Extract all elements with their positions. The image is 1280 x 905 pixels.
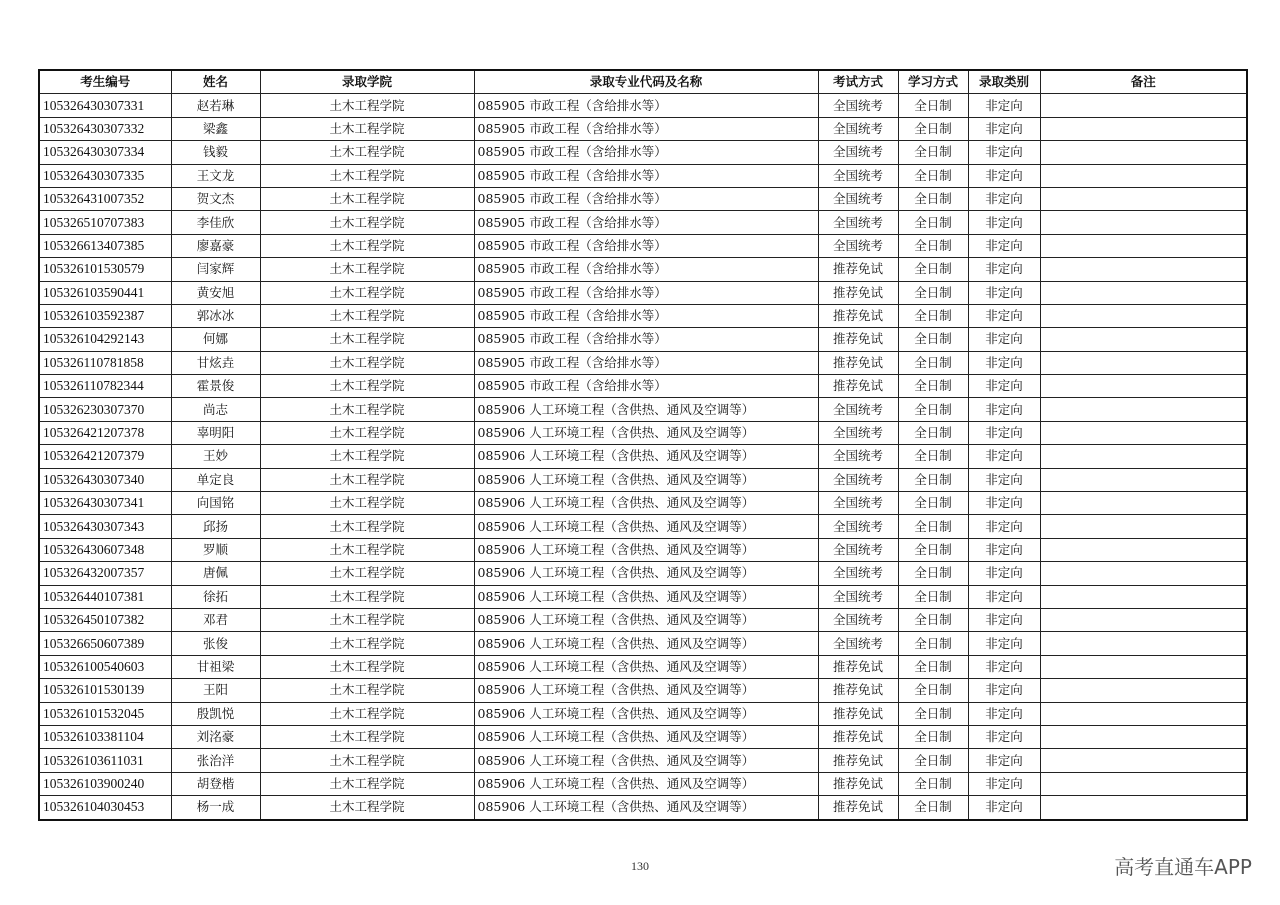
admission-type-cell: 非定向 (968, 94, 1040, 117)
admission-type-cell: 非定向 (968, 211, 1040, 234)
remarks-cell (1040, 679, 1247, 702)
remarks-cell (1040, 94, 1247, 117)
remarks-cell (1040, 328, 1247, 351)
table-header-row (39, 70, 1247, 94)
candidate-id-cell: 105326431007352 (39, 187, 171, 210)
exam-mode-cell: 推荐免试 (818, 655, 898, 678)
candidate-id-cell: 105326101532045 (39, 702, 171, 725)
remarks-cell (1040, 375, 1247, 398)
remarks-cell (1040, 468, 1247, 491)
exam-mode-cell: 全国统考 (818, 538, 898, 561)
table-row (39, 375, 1247, 398)
study-mode-cell: 全日制 (898, 468, 968, 491)
study-mode-cell: 全日制 (898, 117, 968, 140)
table-row (39, 702, 1247, 725)
remarks-cell (1040, 515, 1247, 538)
candidate-id-cell: 105326103900240 (39, 772, 171, 795)
exam-mode-cell: 推荐免试 (818, 679, 898, 702)
table-row (39, 492, 1247, 515)
table-row (39, 608, 1247, 631)
exam-mode-cell: 推荐免试 (818, 796, 898, 820)
name-cell: 王阳 (171, 679, 260, 702)
college-cell: 土木工程学院 (260, 398, 474, 421)
remarks-cell (1040, 585, 1247, 608)
table-row (39, 398, 1247, 421)
admission-type-cell: 非定向 (968, 304, 1040, 327)
exam-mode-cell: 全国统考 (818, 211, 898, 234)
major-cell: 085906 人工环境工程（含供热、通风及空调等） (474, 608, 818, 631)
major-cell: 085906 人工环境工程（含供热、通风及空调等） (474, 679, 818, 702)
college-cell: 土木工程学院 (260, 749, 474, 772)
table-row (39, 515, 1247, 538)
table-row (39, 772, 1247, 795)
exam-mode-cell: 推荐免试 (818, 328, 898, 351)
college-cell: 土木工程学院 (260, 468, 474, 491)
candidate-id-cell: 105326450107382 (39, 608, 171, 631)
name-cell: 邱扬 (171, 515, 260, 538)
major-cell: 085906 人工环境工程（含供热、通风及空调等） (474, 749, 818, 772)
table-row (39, 796, 1247, 820)
name-cell: 何娜 (171, 328, 260, 351)
major-cell: 085905 市政工程（含给排水等） (474, 211, 818, 234)
name-cell: 单定良 (171, 468, 260, 491)
exam-mode-cell: 推荐免试 (818, 258, 898, 281)
exam-mode-cell: 推荐免试 (818, 304, 898, 327)
candidate-id-cell: 105326103590441 (39, 281, 171, 304)
study-mode-cell: 全日制 (898, 445, 968, 468)
study-mode-cell: 全日制 (898, 211, 968, 234)
header-candidate-id: 考生编号 (39, 70, 171, 94)
exam-mode-cell: 全国统考 (818, 164, 898, 187)
major-cell: 085905 市政工程（含给排水等） (474, 375, 818, 398)
table-row (39, 234, 1247, 257)
table-row (39, 421, 1247, 444)
table-row (39, 164, 1247, 187)
college-cell: 土木工程学院 (260, 772, 474, 795)
study-mode-cell: 全日制 (898, 655, 968, 678)
candidate-id-cell: 105326613407385 (39, 234, 171, 257)
major-cell: 085906 人工环境工程（含供热、通风及空调等） (474, 796, 818, 820)
remarks-cell (1040, 398, 1247, 421)
candidate-id-cell: 105326430307343 (39, 515, 171, 538)
name-cell: 钱毅 (171, 141, 260, 164)
college-cell: 土木工程学院 (260, 725, 474, 748)
college-cell: 土木工程学院 (260, 328, 474, 351)
header-college: 录取学院 (260, 70, 474, 94)
admission-type-cell: 非定向 (968, 117, 1040, 140)
name-cell: 尚志 (171, 398, 260, 421)
candidate-id-cell: 105326421207379 (39, 445, 171, 468)
exam-mode-cell: 全国统考 (818, 187, 898, 210)
college-cell: 土木工程学院 (260, 445, 474, 468)
major-cell: 085905 市政工程（含给排水等） (474, 258, 818, 281)
major-cell: 085905 市政工程（含给排水等） (474, 187, 818, 210)
name-cell: 张治洋 (171, 749, 260, 772)
exam-mode-cell: 推荐免试 (818, 749, 898, 772)
candidate-id-cell: 105326100540603 (39, 655, 171, 678)
table-row (39, 281, 1247, 304)
remarks-cell (1040, 772, 1247, 795)
name-cell: 黄安旭 (171, 281, 260, 304)
college-cell: 土木工程学院 (260, 281, 474, 304)
exam-mode-cell: 全国统考 (818, 234, 898, 257)
major-cell: 085905 市政工程（含给排水等） (474, 234, 818, 257)
major-cell: 085906 人工环境工程（含供热、通风及空调等） (474, 725, 818, 748)
major-cell: 085906 人工环境工程（含供热、通风及空调等） (474, 538, 818, 561)
name-cell: 闫家辉 (171, 258, 260, 281)
admission-type-cell: 非定向 (968, 164, 1040, 187)
remarks-cell (1040, 234, 1247, 257)
exam-mode-cell: 全国统考 (818, 445, 898, 468)
college-cell: 土木工程学院 (260, 258, 474, 281)
name-cell: 王文龙 (171, 164, 260, 187)
admission-type-cell: 非定向 (968, 492, 1040, 515)
admission-type-cell: 非定向 (968, 421, 1040, 444)
candidate-id-cell: 105326110781858 (39, 351, 171, 374)
study-mode-cell: 全日制 (898, 141, 968, 164)
exam-mode-cell: 全国统考 (818, 608, 898, 631)
study-mode-cell: 全日制 (898, 281, 968, 304)
name-cell: 贺文杰 (171, 187, 260, 210)
name-cell: 廖嘉豪 (171, 234, 260, 257)
remarks-cell (1040, 445, 1247, 468)
remarks-cell (1040, 749, 1247, 772)
admission-type-cell: 非定向 (968, 585, 1040, 608)
candidate-id-cell: 105326101530579 (39, 258, 171, 281)
candidate-id-cell: 105326430307334 (39, 141, 171, 164)
table-row (39, 655, 1247, 678)
college-cell: 土木工程学院 (260, 796, 474, 820)
remarks-cell (1040, 351, 1247, 374)
candidate-id-cell: 105326432007357 (39, 562, 171, 585)
study-mode-cell: 全日制 (898, 562, 968, 585)
admission-type-cell: 非定向 (968, 702, 1040, 725)
remarks-cell (1040, 702, 1247, 725)
exam-mode-cell: 全国统考 (818, 632, 898, 655)
study-mode-cell: 全日制 (898, 234, 968, 257)
admission-type-cell: 非定向 (968, 562, 1040, 585)
candidate-id-cell: 105326104292143 (39, 328, 171, 351)
exam-mode-cell: 全国统考 (818, 141, 898, 164)
admission-type-cell: 非定向 (968, 796, 1040, 820)
remarks-cell (1040, 164, 1247, 187)
admission-type-cell: 非定向 (968, 375, 1040, 398)
college-cell: 土木工程学院 (260, 117, 474, 140)
header-major: 录取专业代码及名称 (474, 70, 818, 94)
table-row (39, 117, 1247, 140)
admission-type-cell: 非定向 (968, 187, 1040, 210)
name-cell: 胡登楷 (171, 772, 260, 795)
remarks-cell (1040, 562, 1247, 585)
remarks-cell (1040, 281, 1247, 304)
admission-type-cell: 非定向 (968, 632, 1040, 655)
candidate-id-cell: 105326103381104 (39, 725, 171, 748)
study-mode-cell: 全日制 (898, 632, 968, 655)
remarks-cell (1040, 538, 1247, 561)
name-cell: 殷凯悦 (171, 702, 260, 725)
college-cell: 土木工程学院 (260, 351, 474, 374)
candidate-id-cell: 105326230307370 (39, 398, 171, 421)
study-mode-cell: 全日制 (898, 515, 968, 538)
name-cell: 罗顺 (171, 538, 260, 561)
table-row (39, 258, 1247, 281)
major-cell: 085906 人工环境工程（含供热、通风及空调等） (474, 492, 818, 515)
study-mode-cell: 全日制 (898, 679, 968, 702)
header-name: 姓名 (171, 70, 260, 94)
admission-type-cell: 非定向 (968, 538, 1040, 561)
exam-mode-cell: 推荐免试 (818, 375, 898, 398)
name-cell: 张俊 (171, 632, 260, 655)
candidate-id-cell: 105326101530139 (39, 679, 171, 702)
study-mode-cell: 全日制 (898, 749, 968, 772)
table-row (39, 632, 1247, 655)
remarks-cell (1040, 141, 1247, 164)
admission-type-cell: 非定向 (968, 772, 1040, 795)
remarks-cell (1040, 796, 1247, 820)
major-cell: 085906 人工环境工程（含供热、通风及空调等） (474, 772, 818, 795)
header-study-mode: 学习方式 (898, 70, 968, 94)
study-mode-cell: 全日制 (898, 164, 968, 187)
college-cell: 土木工程学院 (260, 679, 474, 702)
candidate-id-cell: 105326430607348 (39, 538, 171, 561)
header-remarks: 备注 (1040, 70, 1247, 94)
study-mode-cell: 全日制 (898, 375, 968, 398)
admission-type-cell: 非定向 (968, 608, 1040, 631)
remarks-cell (1040, 655, 1247, 678)
table-body (39, 94, 1247, 820)
candidate-id-cell: 105326421207378 (39, 421, 171, 444)
study-mode-cell: 全日制 (898, 725, 968, 748)
major-cell: 085906 人工环境工程（含供热、通风及空调等） (474, 562, 818, 585)
exam-mode-cell: 推荐免试 (818, 281, 898, 304)
candidate-id-cell: 105326430307341 (39, 492, 171, 515)
table-row (39, 351, 1247, 374)
table-row (39, 725, 1247, 748)
name-cell: 甘炫垚 (171, 351, 260, 374)
major-cell: 085906 人工环境工程（含供热、通风及空调等） (474, 585, 818, 608)
candidate-id-cell: 105326650607389 (39, 632, 171, 655)
table-row (39, 749, 1247, 772)
major-cell: 085905 市政工程（含给排水等） (474, 304, 818, 327)
candidate-id-cell: 105326430307332 (39, 117, 171, 140)
candidate-id-cell: 105326440107381 (39, 585, 171, 608)
exam-mode-cell: 全国统考 (818, 585, 898, 608)
study-mode-cell: 全日制 (898, 351, 968, 374)
college-cell: 土木工程学院 (260, 187, 474, 210)
table-row (39, 141, 1247, 164)
candidate-id-cell: 105326103592387 (39, 304, 171, 327)
admission-type-cell: 非定向 (968, 655, 1040, 678)
name-cell: 邓君 (171, 608, 260, 631)
table-row (39, 304, 1247, 327)
study-mode-cell: 全日制 (898, 328, 968, 351)
major-cell: 085906 人工环境工程（含供热、通风及空调等） (474, 398, 818, 421)
college-cell: 土木工程学院 (260, 164, 474, 187)
table-row (39, 211, 1247, 234)
header-admission-type: 录取类别 (968, 70, 1040, 94)
major-cell: 085906 人工环境工程（含供热、通风及空调等） (474, 445, 818, 468)
major-cell: 085905 市政工程（含给排水等） (474, 328, 818, 351)
major-cell: 085905 市政工程（含给排水等） (474, 141, 818, 164)
study-mode-cell: 全日制 (898, 258, 968, 281)
exam-mode-cell: 全国统考 (818, 398, 898, 421)
major-cell: 085906 人工环境工程（含供热、通风及空调等） (474, 421, 818, 444)
exam-mode-cell: 推荐免试 (818, 725, 898, 748)
major-cell: 085906 人工环境工程（含供热、通风及空调等） (474, 655, 818, 678)
college-cell: 土木工程学院 (260, 375, 474, 398)
name-cell: 李佳欣 (171, 211, 260, 234)
candidate-id-cell: 105326110782344 (39, 375, 171, 398)
college-cell: 土木工程学院 (260, 492, 474, 515)
remarks-cell (1040, 258, 1247, 281)
major-cell: 085906 人工环境工程（含供热、通风及空调等） (474, 515, 818, 538)
admission-type-cell: 非定向 (968, 679, 1040, 702)
admission-table (38, 69, 1248, 821)
major-cell: 085905 市政工程（含给排水等） (474, 351, 818, 374)
admission-type-cell: 非定向 (968, 515, 1040, 538)
table-row (39, 538, 1247, 561)
name-cell: 郭冰冰 (171, 304, 260, 327)
college-cell: 土木工程学院 (260, 421, 474, 444)
table-row (39, 679, 1247, 702)
major-cell: 085906 人工环境工程（含供热、通风及空调等） (474, 702, 818, 725)
admission-type-cell: 非定向 (968, 725, 1040, 748)
remarks-cell (1040, 725, 1247, 748)
major-cell: 085905 市政工程（含给排水等） (474, 117, 818, 140)
college-cell: 土木工程学院 (260, 608, 474, 631)
table-row (39, 187, 1247, 210)
admission-type-cell: 非定向 (968, 445, 1040, 468)
table-row (39, 445, 1247, 468)
college-cell: 土木工程学院 (260, 585, 474, 608)
major-cell: 085905 市政工程（含给排水等） (474, 94, 818, 117)
remarks-cell (1040, 187, 1247, 210)
remarks-cell (1040, 492, 1247, 515)
exam-mode-cell: 全国统考 (818, 94, 898, 117)
exam-mode-cell: 推荐免试 (818, 772, 898, 795)
remarks-cell (1040, 211, 1247, 234)
college-cell: 土木工程学院 (260, 562, 474, 585)
admission-type-cell: 非定向 (968, 468, 1040, 491)
candidate-id-cell: 105326430307331 (39, 94, 171, 117)
major-cell: 085905 市政工程（含给排水等） (474, 164, 818, 187)
admission-type-cell: 非定向 (968, 328, 1040, 351)
name-cell: 梁鑫 (171, 117, 260, 140)
study-mode-cell: 全日制 (898, 94, 968, 117)
admission-type-cell: 非定向 (968, 141, 1040, 164)
study-mode-cell: 全日制 (898, 772, 968, 795)
page-number: 130 (631, 859, 649, 873)
college-cell: 土木工程学院 (260, 632, 474, 655)
exam-mode-cell: 推荐免试 (818, 702, 898, 725)
admission-type-cell: 非定向 (968, 281, 1040, 304)
admission-type-cell: 非定向 (968, 234, 1040, 257)
study-mode-cell: 全日制 (898, 702, 968, 725)
study-mode-cell: 全日制 (898, 398, 968, 421)
study-mode-cell: 全日制 (898, 796, 968, 820)
watermark: 高考直通车APP (1114, 855, 1252, 879)
name-cell: 赵若琳 (171, 94, 260, 117)
exam-mode-cell: 推荐免试 (818, 351, 898, 374)
admission-type-cell: 非定向 (968, 749, 1040, 772)
remarks-cell (1040, 421, 1247, 444)
candidate-id-cell: 105326510707383 (39, 211, 171, 234)
study-mode-cell: 全日制 (898, 492, 968, 515)
name-cell: 霍景俊 (171, 375, 260, 398)
table-row (39, 585, 1247, 608)
major-cell: 085906 人工环境工程（含供热、通风及空调等） (474, 632, 818, 655)
header-exam-mode: 考试方式 (818, 70, 898, 94)
name-cell: 辜明阳 (171, 421, 260, 444)
study-mode-cell: 全日制 (898, 585, 968, 608)
study-mode-cell: 全日制 (898, 304, 968, 327)
exam-mode-cell: 全国统考 (818, 562, 898, 585)
study-mode-cell: 全日制 (898, 187, 968, 210)
name-cell: 徐拓 (171, 585, 260, 608)
study-mode-cell: 全日制 (898, 538, 968, 561)
college-cell: 土木工程学院 (260, 538, 474, 561)
table-row (39, 468, 1247, 491)
name-cell: 甘祖梁 (171, 655, 260, 678)
table-row (39, 94, 1247, 117)
college-cell: 土木工程学院 (260, 234, 474, 257)
name-cell: 杨一成 (171, 796, 260, 820)
admission-type-cell: 非定向 (968, 398, 1040, 421)
major-cell: 085905 市政工程（含给排水等） (474, 281, 818, 304)
candidate-id-cell: 105326430307335 (39, 164, 171, 187)
college-cell: 土木工程学院 (260, 702, 474, 725)
remarks-cell (1040, 304, 1247, 327)
college-cell: 土木工程学院 (260, 304, 474, 327)
remarks-cell (1040, 608, 1247, 631)
exam-mode-cell: 全国统考 (818, 492, 898, 515)
candidate-id-cell: 105326104030453 (39, 796, 171, 820)
exam-mode-cell: 全国统考 (818, 515, 898, 538)
college-cell: 土木工程学院 (260, 141, 474, 164)
candidate-id-cell: 105326103611031 (39, 749, 171, 772)
exam-mode-cell: 全国统考 (818, 421, 898, 444)
college-cell: 土木工程学院 (260, 655, 474, 678)
name-cell: 王妙 (171, 445, 260, 468)
name-cell: 刘洺豪 (171, 725, 260, 748)
admission-type-cell: 非定向 (968, 351, 1040, 374)
name-cell: 唐佩 (171, 562, 260, 585)
exam-mode-cell: 全国统考 (818, 117, 898, 140)
table-row (39, 562, 1247, 585)
study-mode-cell: 全日制 (898, 608, 968, 631)
table-row (39, 328, 1247, 351)
study-mode-cell: 全日制 (898, 421, 968, 444)
college-cell: 土木工程学院 (260, 94, 474, 117)
remarks-cell (1040, 632, 1247, 655)
college-cell: 土木工程学院 (260, 211, 474, 234)
remarks-cell (1040, 117, 1247, 140)
name-cell: 向国铭 (171, 492, 260, 515)
admission-type-cell: 非定向 (968, 258, 1040, 281)
exam-mode-cell: 全国统考 (818, 468, 898, 491)
major-cell: 085906 人工环境工程（含供热、通风及空调等） (474, 468, 818, 491)
candidate-id-cell: 105326430307340 (39, 468, 171, 491)
college-cell: 土木工程学院 (260, 515, 474, 538)
